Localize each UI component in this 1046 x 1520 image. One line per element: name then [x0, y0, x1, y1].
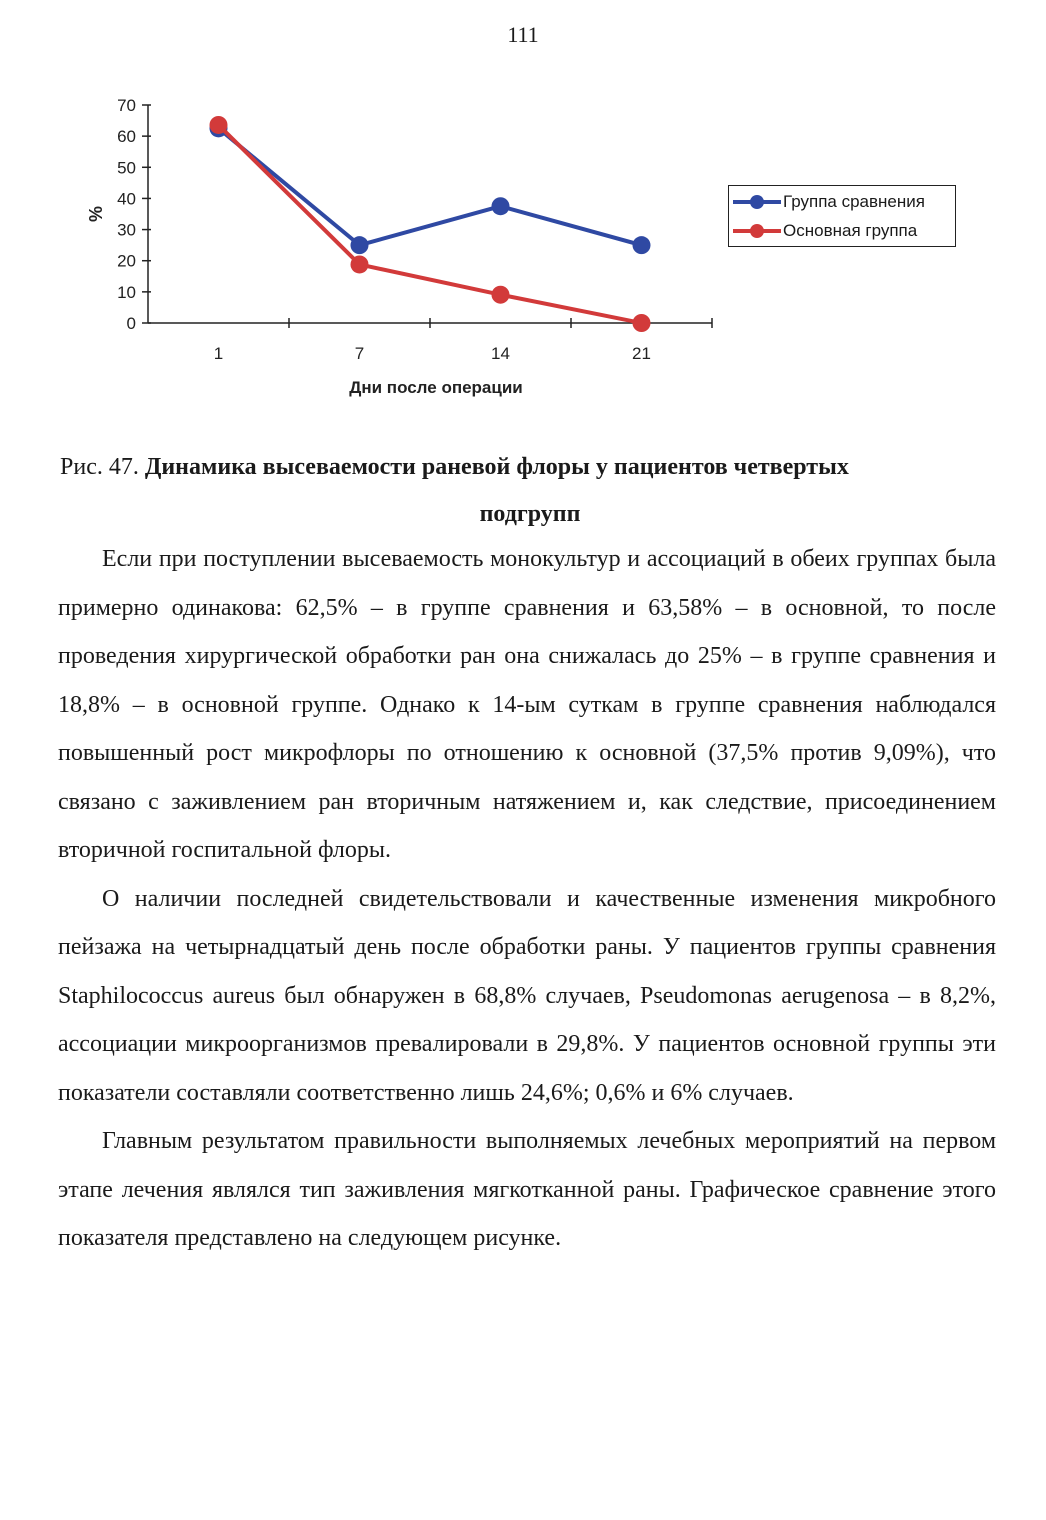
- page-number: 111: [507, 22, 539, 47]
- chart-legend: [728, 185, 956, 247]
- x-tick-label: 7: [354, 344, 365, 363]
- data-point-series-0: [351, 236, 369, 254]
- caption-title-line1: Динамика высеваемости раневой флоры у пациентов четвертых: [144, 454, 849, 480]
- data-point-series-1: [210, 116, 228, 134]
- paragraph: Главным результатом правильности выполняемых лечебных мероприятий на первом этапе лечения являлся тип заживления мягкотканной раны. Графическое сравнение этого показателя представлено на следующем рисунке.: [58, 1128, 996, 1251]
- y-tick-label: 10: [117, 282, 136, 302]
- caption-prefix: Рис. 47.: [60, 454, 139, 480]
- data-point-series-1: [633, 314, 651, 332]
- data-point-series-1: [492, 286, 510, 304]
- y-axis-title: %: [86, 205, 106, 223]
- x-tick-label: 21: [632, 344, 651, 363]
- x-tick-label: 14: [491, 344, 510, 363]
- body-text: [58, 535, 996, 1263]
- legend-item-main: [733, 218, 917, 244]
- y-tick-label: 0: [126, 314, 136, 333]
- data-point-series-1: [351, 255, 369, 273]
- figure-caption: [60, 444, 1000, 538]
- y-tick-label: 30: [117, 220, 136, 240]
- legend-item-comparison: [733, 189, 925, 215]
- line-chart: [70, 85, 770, 415]
- data-point-series-0: [633, 236, 651, 254]
- x-axis-title: Дни после операции: [349, 378, 523, 397]
- y-tick-label: 20: [117, 251, 136, 271]
- y-tick-label: 40: [117, 189, 136, 209]
- legend-swatch-comparison: [733, 195, 781, 209]
- y-tick-label: 50: [117, 158, 136, 178]
- y-tick-label: 70: [117, 96, 136, 115]
- legend-swatch-main: [733, 224, 781, 238]
- legend-label-comparison: Группа сравнения: [783, 192, 925, 211]
- legend-label-main: Основная группа: [783, 221, 918, 240]
- data-point-series-0: [492, 197, 510, 215]
- caption-title-line2: подгрупп: [479, 501, 581, 527]
- paragraph: О наличии последней свидетельствовали и качественные изменения микробного пейзажа на четырнадцатый день после обработки раны. У пациентов группы сравнения Staphilococcus aureus был обнаружен в 68,8% случаев, Pseudomonas aerugenosa – в 8,2%, ассоциации микроорганизмов превалировали в 29,8%. У пациентов основной группы эти показатели составляли соответственно лишь 24,6%; 0,6% и 6% случаев.: [58, 885, 996, 1106]
- paragraph: Если при поступлении высеваемость монокультур и ассоциаций в обеих группах была примерно одинакова: 62,5% – в группе сравнения и 63,58% – в основной, то после проведения хирургической обработки ран она снижалась до 25% – в группе сравнения и 18,8% – в основной группе. Однако к 14-ым суткам в группе сравнения наблюдался повышенный рост микрофлоры по отношению к основной (37,5% против 9,09%), что связано с заживлением ран вторичным натяжением и, как следствие, присоединением вторичной госпитальной флоры.: [58, 546, 996, 863]
- x-tick-label: 1: [213, 344, 224, 363]
- y-tick-label: 60: [117, 127, 136, 147]
